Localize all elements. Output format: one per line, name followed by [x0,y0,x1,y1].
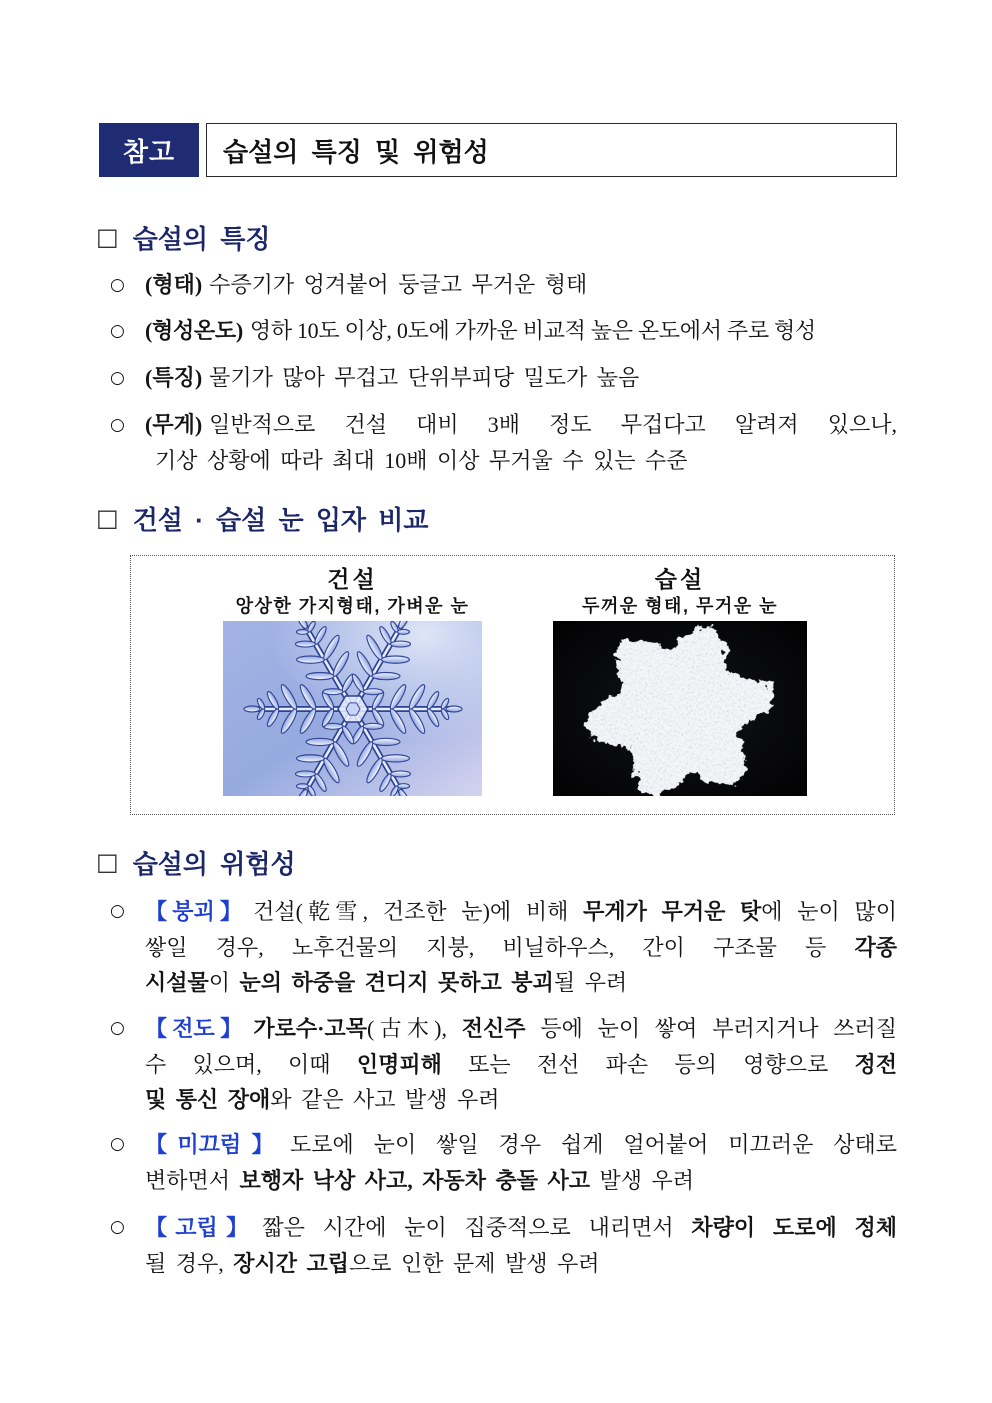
feature-item-temperature [110,313,897,349]
item-line [145,894,897,930]
text-run: 도로에 눈이 쌓일 경우 쉽게 얼어붙어 미끄러운 상태로 [290,1132,897,1157]
emphasis-run: 가로수·고목 [253,1016,367,1041]
risk-item-toppling [110,1011,897,1118]
risk-item-collapse [110,894,897,1001]
emphasis-run: 무게가 무거운 탓 [583,899,762,924]
page-title: 습설의 특징 및 위험성 [223,136,489,167]
risk-tag: 【고립】 [145,1215,257,1240]
item-text: 수증기가 엉겨붙어 둥글고 무거운 형태 [209,272,588,297]
section-title: 습설의 특징 [132,223,271,254]
item-line [145,407,897,443]
item-line [145,443,897,479]
circle-bullet-icon: ○ [110,275,125,295]
item-label: (형성온도) [145,318,243,343]
item-text: 기상 상황에 따라 최대 10배 이상 무거울 수 있는 수준 [155,448,688,473]
item-line [145,965,897,1001]
feature-item-characteristic [110,360,897,396]
item-line [145,930,897,966]
item-line [145,1011,897,1047]
circle-bullet-icon: ○ [110,1134,125,1154]
circle-bullet-icon: ○ [110,321,125,341]
item-line [145,1210,897,1246]
risk-tag: 【미끄럼】 [145,1132,285,1157]
dry-snow-title: 건설 [327,566,378,592]
square-marker-icon: □ [96,848,119,876]
snow-comparison-figure [130,555,895,815]
reference-badge: 참고 [99,123,199,177]
item-line [145,360,897,396]
emphasis-run: 시설물 [145,970,209,995]
circle-bullet-icon: ○ [110,1217,125,1237]
wet-snow-caption: 두꺼운 형태, 무거운 눈 [582,596,778,616]
text-run: 이 [208,970,240,995]
risk-item-isolation [110,1210,897,1281]
emphasis-run: 각종 [854,934,897,960]
feature-item-shape [110,267,897,303]
page-title-box [206,123,897,177]
item-label: (형태) [145,272,203,297]
item-label: (특징) [145,365,203,390]
item-text: 물기가 많아 무겁고 단위부피당 밀도가 높음 [209,365,640,390]
item-text: 일반적으로 건설 대비 3배 정도 무겁다고 알려져 있으나, [209,412,897,437]
item-line [145,1246,897,1282]
item-text: 영하 10도 이상, 0도에 가까운 비교적 높은 온도에서 주로 형성 [249,318,816,343]
section-title: 건설 · 습설 눈 입자 비교 [132,504,429,535]
square-marker-icon: □ [96,504,119,532]
risk-tag: 【붕괴】 [145,899,248,924]
circle-bullet-icon: ○ [110,1018,125,1038]
text-run: 될 우려 [553,970,628,995]
wet-snow-title: 습설 [654,566,706,592]
risk-tag: 【전도】 [145,1016,248,1041]
dry-snow-caption: 앙상한 가지형태, 가벼운 눈 [235,596,470,616]
item-line [145,313,897,349]
text-run: 쌓일 경우, 노후건물의 지붕, 비닐하우스, 간이 구조물 등 [145,934,855,960]
section-title: 습설의 위험성 [132,848,296,879]
text-run: 변하면서 [145,1167,240,1193]
emphasis-run: 전신주 [461,1016,526,1041]
circle-bullet-icon: ○ [110,901,125,921]
text-run: 에 눈이 많이 [761,899,897,924]
text-run: 수 있으며, 이때 [145,1051,357,1077]
item-line [145,1163,897,1199]
text-run: 또는 전선 파손 등의 영향으로 [441,1051,855,1077]
emphasis-run: 인명피해 [356,1051,442,1077]
text-run: (古木), [366,1016,462,1041]
item-line [145,1082,897,1118]
wet-snow-crystal-image [553,621,807,796]
section-heading-features [96,220,271,254]
item-label: (무게) [145,412,203,437]
emphasis-run: 눈의 하중을 견디지 못하고 붕괴 [239,970,554,995]
item-line [145,1127,897,1163]
item-line [145,267,897,303]
emphasis-run: 차량이 도로에 정체 [691,1215,897,1240]
text-run: 등에 눈이 쌓여 부러지거나 쓰러질 [525,1016,898,1041]
section-heading-comparison [96,501,429,535]
text-run: 으로 인한 문제 발생 우려 [349,1250,600,1276]
text-run: 건설(乾雪, 건조한 눈)에 비해 [253,899,584,924]
item-line [145,1047,897,1083]
emphasis-run: 및 통신 장애 [145,1087,271,1112]
dry-snow-crystal-image [223,621,482,796]
text-run: 될 경우, [145,1250,234,1276]
circle-bullet-icon: ○ [110,415,125,435]
square-marker-icon: □ [96,223,119,251]
text-run: 짧은 시간에 눈이 집중적으로 내리면서 [262,1215,692,1240]
feature-item-weight [110,407,897,479]
emphasis-run: 보행자 낙상 사고, 자동차 충돌 사고 [239,1167,591,1193]
risk-item-slippery [110,1127,897,1198]
section-heading-risks [96,845,296,879]
text-run: 발생 우려 [590,1167,695,1193]
emphasis-run: 정전 [854,1051,897,1077]
text-run: 와 같은 사고 발생 우려 [270,1087,500,1112]
emphasis-run: 장시간 고립 [233,1250,350,1276]
circle-bullet-icon: ○ [110,368,125,388]
